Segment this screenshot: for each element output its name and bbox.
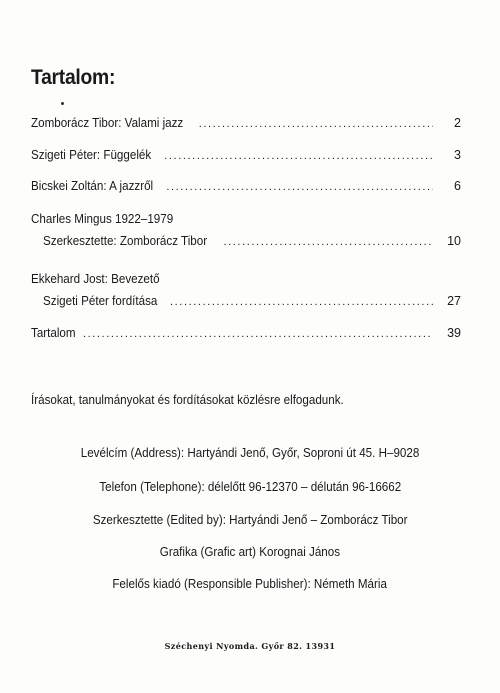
toc-entry-heading: Charles Mingus 1922–1979 xyxy=(31,212,174,226)
colophon-graphic-art xyxy=(0,545,500,559)
toc-entry-label: Szerkesztette: Zomborácz Tibor xyxy=(43,234,208,248)
colophon-address-text: Levélcím (Address): Hartyándi Jenő, Győr, Soproni út 45. H–9028 xyxy=(80,446,420,460)
toc-entry-page: 10 xyxy=(447,234,461,248)
toc-entry xyxy=(31,179,461,197)
toc-leader-dots xyxy=(83,328,433,340)
toc-entry-label: Szigeti Péter: Függelék xyxy=(31,148,152,162)
toc-entry-heading: Ekkehard Jost: Bevezető xyxy=(31,272,160,286)
colophon-telephone-text: Telefon (Telephone): délelőtt 96-12370 – délután 96-16662 xyxy=(99,480,401,494)
page-title: Tartalom: xyxy=(31,66,116,89)
toc-entry-page: 39 xyxy=(447,326,461,340)
toc-entry-page: 3 xyxy=(454,148,461,162)
colophon-editors xyxy=(0,513,500,527)
toc-entry xyxy=(43,234,461,252)
colophon-publisher-text: Felelős kiadó (Responsible Publisher): Németh Mária xyxy=(112,577,388,591)
toc-entry-page: 2 xyxy=(454,116,461,130)
toc-entry-label: Szigeti Péter fordítása xyxy=(43,294,158,308)
toc-entry xyxy=(31,148,461,166)
toc-entry-page: 27 xyxy=(447,294,461,308)
toc-leader-dots xyxy=(170,296,433,308)
toc-entry-page: 6 xyxy=(454,179,461,193)
toc-entry xyxy=(43,294,461,312)
toc-leader-dots xyxy=(164,150,433,162)
colophon-editors-text: Szerkesztette (Edited by): Hartyándi Jenő – Zomborácz Tibor xyxy=(92,513,408,527)
colophon-publisher xyxy=(0,577,500,591)
toc-entry xyxy=(31,116,461,134)
toc-entry xyxy=(31,326,461,344)
toc-leader-dots xyxy=(199,118,433,130)
toc-leader-dots xyxy=(166,181,433,193)
stray-dot-mark xyxy=(61,102,64,105)
toc-leader-dots xyxy=(223,236,433,248)
toc-entry-label: Zomborácz Tibor: Valami jazz xyxy=(31,116,184,130)
colophon-telephone xyxy=(0,480,500,494)
colophon-graphic-art-text: Grafika (Grafic art) Korognai János xyxy=(159,545,341,559)
printer-imprint: Széchenyi Nyomda. Győr 82. 13931 xyxy=(164,641,336,651)
toc-entry-label: Bicskei Zoltán: A jazzről xyxy=(31,179,154,193)
submission-notice: Írásokat, tanulmányokat és fordításokat közlésre elfogadunk. xyxy=(31,393,344,407)
colophon-address xyxy=(0,446,500,460)
toc-entry-label: Tartalom xyxy=(31,326,76,340)
